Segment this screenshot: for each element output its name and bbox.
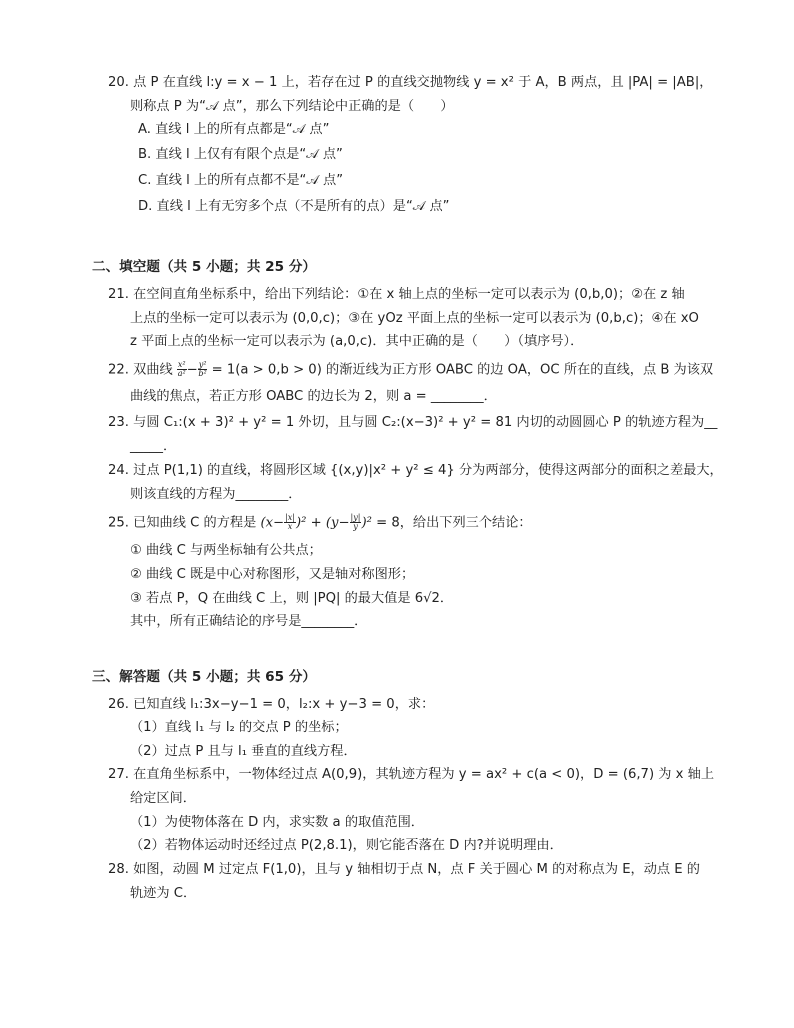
q22-fraction-x bbox=[177, 361, 187, 378]
q22-fraction-x-den: a² bbox=[177, 369, 186, 378]
section-fill-in-title: 二、填空题（共 5 小题；共 25 分） bbox=[92, 259, 317, 275]
q25-fraction-y-den: y bbox=[353, 522, 358, 531]
q22-line1 bbox=[108, 361, 713, 380]
q25-paren2-open: (y− bbox=[325, 515, 350, 531]
q25-fraction-y bbox=[350, 514, 362, 531]
q20-stem-line2: 则称点 P 为“𝒜 点”，那么下列结论中正确的是（ ） bbox=[130, 99, 454, 114]
q25-fraction-x-den: x bbox=[287, 522, 293, 531]
q25-paren1-open: (x− bbox=[260, 515, 285, 531]
q25-answer-prompt: 其中，所有正确结论的序号是________． bbox=[130, 614, 368, 629]
q22-suffix: = 1(a > 0,b > 0) 的渐近线为正方形 OABC 的边 OA，OC 所在的直线，点 B 为该双 bbox=[207, 362, 714, 378]
q20-option-a: A. 直线 l 上的所有点都是“𝒜 点” bbox=[138, 122, 330, 137]
q27-sub-2: （2）若物体运动时还经过点 P(2,8.1)，则它能否落在 D 内?并说明理由． bbox=[130, 838, 563, 853]
q20-option-b: B. 直线 l 上仅有有限个点是“𝒜 点” bbox=[138, 147, 343, 162]
q22-fraction-y-num: y² bbox=[198, 360, 207, 369]
q25-conclusion-3: ③ 若点 P，Q 在曲线 C 上，则 |PQ| 的最大值是 6√2． bbox=[130, 591, 454, 606]
q26-line1: 26. 已知直线 l₁:3x−y−1 = 0，l₂:x + y−3 = 0，求： bbox=[108, 697, 435, 712]
q25-fraction-x-num: |x| bbox=[285, 513, 295, 522]
q25-suffix: = 8，给出下列三个结论： bbox=[371, 515, 532, 531]
q23-line2: _____． bbox=[130, 439, 177, 454]
q28-line2: 轨迹为 C． bbox=[130, 886, 197, 901]
q26-sub-1: （1）直线 l₁ 与 l₂ 的交点 P 的坐标； bbox=[130, 720, 348, 735]
q20-option-c: C. 直线 l 上的所有点都不是“𝒜 点” bbox=[138, 173, 344, 188]
q27-line2: 给定区间． bbox=[130, 791, 196, 806]
q25-conclusion-2: ② 曲线 C 既是中心对称图形，又是轴对称图形； bbox=[130, 567, 415, 582]
q20-option-d: D. 直线 l 上有无穷多个点（不是所有的点）是“𝒜 点” bbox=[138, 199, 450, 214]
q25-paren2-close: )² bbox=[361, 515, 372, 531]
q24-line2: 则该直线的方程为________． bbox=[130, 487, 302, 502]
q20-stem-line1: 20. 点 P 在直线 l:y = x − 1 上，若存在过 P 的直线交抛物线 y = x² 于 A，B 两点，且 |PA| = |AB|， bbox=[108, 75, 713, 90]
q22-fraction-y bbox=[198, 361, 208, 378]
q25-fraction-y-num: |y| bbox=[350, 513, 361, 522]
section-solution-title: 三、解答题（共 5 小题；共 65 分） bbox=[92, 669, 317, 685]
q25-plus: + bbox=[306, 515, 326, 531]
q23-line1: 23. 与圆 C₁:(x + 3)² + y² = 1 外切，且与圆 C₂:(x−3)² + y² = 81 内切的动圆圆心 P 的轨迹方程为__ bbox=[108, 415, 718, 430]
q27-line1: 27. 在直角坐标系中，一物体经过点 A(0,9)，其轨迹方程为 y = ax² + c(a < 0)，D = (6,7) 为 x 轴上 bbox=[108, 767, 715, 782]
q25-line1 bbox=[108, 514, 532, 533]
q25-fraction-x bbox=[284, 514, 296, 531]
q27-sub-1: （1）为使物体落在 D 内，求实数 a 的取值范围． bbox=[130, 815, 424, 830]
q25-conclusion-1: ① 曲线 C 与两坐标轴有公共点； bbox=[130, 543, 322, 558]
q22-prefix: 22. 双曲线 bbox=[108, 362, 177, 378]
q26-sub-2: （2）过点 P 且与 l₁ 垂直的直线方程． bbox=[130, 744, 357, 759]
q28-line1: 28. 如图，动圆 M 过定点 F(1,0)，且与 y 轴相切于点 N，点 F 关于圆心 M 的对称点为 E，动点 E 的 bbox=[108, 862, 700, 877]
q22-line2: 曲线的焦点，若正方形 OABC 的边长为 2，则 a = ________． bbox=[130, 389, 497, 404]
q22-fraction-x-num: x² bbox=[177, 360, 186, 369]
q25-paren1-close: )² bbox=[296, 515, 307, 531]
q21-line1: 21. 在空间直角坐标系中，给出下列结论：①在 x 轴上点的坐标一定可以表示为 (0,b,0)；②在 z 轴 bbox=[108, 287, 685, 302]
q24-line1: 24. 过点 P(1,1) 的直线，将圆形区域 {(x,y)|x² + y² ≤ 4} 分为两部分，使得这两部分的面积之差最大， bbox=[108, 463, 723, 478]
q21-line2: 上点的坐标一定可以表示为 (0,0,c)；③在 yOz 平面上点的坐标一定可以表示为 (0,b,c)；④在 xO bbox=[130, 311, 699, 326]
q25-prefix: 25. 已知曲线 C 的方程是 bbox=[108, 515, 261, 531]
q22-fraction-y-den: b² bbox=[198, 369, 207, 378]
q21-line3: z 平面上点的坐标一定可以表示为 (a,0,c)．其中正确的是（ ）（填序号）． bbox=[130, 334, 584, 349]
q22-minus: − bbox=[186, 362, 198, 378]
